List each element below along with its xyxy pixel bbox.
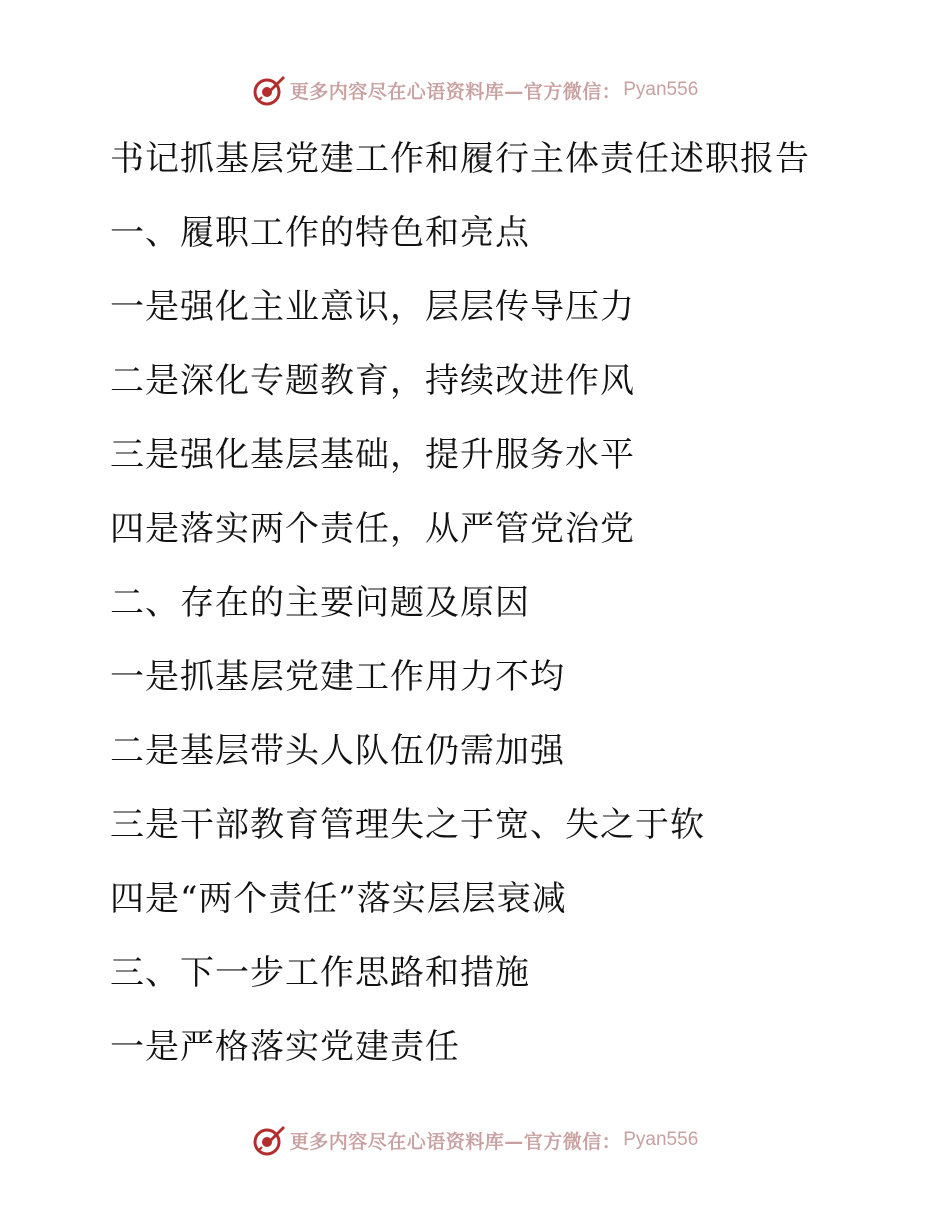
list-item: 四是“两个责任”落实层层衰减 (110, 879, 567, 919)
list-item: 一是强化主业意识，层层传导压力 (110, 287, 635, 327)
list-item: 三是干部教育管理失之于宽、失之于软 (110, 805, 705, 845)
pen-logo-icon (252, 1123, 286, 1157)
header-watermark (0, 70, 950, 110)
footer-watermark (0, 1120, 950, 1160)
pen-logo-icon (252, 73, 286, 107)
document-title: 书记抓基层党建工作和履行主体责任述职报告 (110, 139, 810, 179)
section-heading: 三、下一步工作思路和措施 (110, 953, 530, 993)
section-heading: 一、履职工作的特色和亮点 (110, 213, 530, 253)
document-body (110, 122, 910, 1084)
list-item: 三是强化基层基础，提升服务水平 (110, 435, 635, 475)
watermark-text: 更多内容尽在心语资料库—官方微信： (289, 80, 622, 103)
watermark-wechat-id: Pyan556 (623, 79, 699, 100)
watermark-wechat-id: Pyan556 (623, 1129, 699, 1150)
list-item: 四是落实两个责任，从严管党治党 (110, 509, 635, 549)
list-item: 二是基层带头人队伍仍需加强 (110, 731, 565, 771)
list-item: 一是抓基层党建工作用力不均 (110, 657, 565, 697)
watermark-text: 更多内容尽在心语资料库—官方微信： (289, 1130, 622, 1153)
list-item: 二是深化专题教育，持续改进作风 (110, 361, 635, 401)
list-item: 一是严格落实党建责任 (110, 1027, 460, 1067)
section-heading: 二、存在的主要问题及原因 (110, 583, 530, 623)
